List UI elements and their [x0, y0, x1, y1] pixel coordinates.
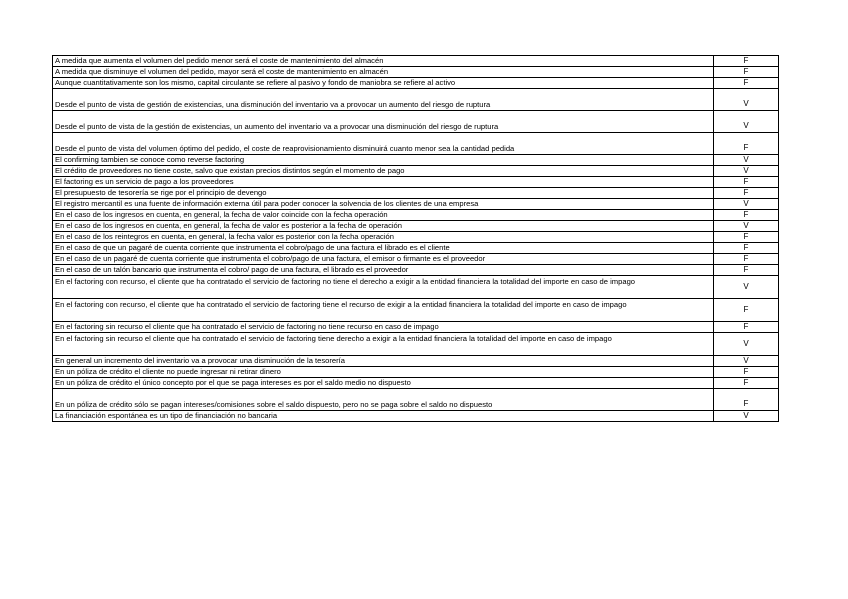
statement-cell: En el factoring con recurso, el cliente que ha contratado el servicio de factoring no tiene el derecho a exigir a la entidad financiera la totalidad del importe en caso de impago — [53, 276, 714, 299]
statement-cell: El presupuesto de tesorería se rige por el principio de devengo — [53, 188, 714, 199]
table-row — [53, 232, 779, 243]
table-body — [53, 56, 779, 422]
answer-cell: V — [714, 155, 779, 166]
answer-cell: F — [714, 378, 779, 389]
answer-cell: V — [714, 111, 779, 133]
table-row — [53, 166, 779, 177]
statement-cell: La financiación espontánea es un tipo de financiación no bancaria — [53, 411, 714, 422]
table-row — [53, 210, 779, 221]
statement-cell: En el factoring sin recurso el cliente que ha contratado el servicio de factoring no tiene recurso en caso de impago — [53, 322, 714, 333]
answer-cell: V — [714, 199, 779, 210]
statement-cell: En general un incremento del inventario va a provocar una disminución de la tesorería — [53, 356, 714, 367]
table-row — [53, 254, 779, 265]
statement-cell: Desde el punto de vista de la gestión de existencias, un aumento del inventario va a provocar una disminución del riesgo de ruptura — [53, 111, 714, 133]
answer-cell: F — [714, 133, 779, 155]
table-row — [53, 111, 779, 133]
table-row — [53, 299, 779, 322]
statement-cell: El confirming tambien se conoce como reverse factoring — [53, 155, 714, 166]
table-row — [53, 221, 779, 232]
answer-cell: F — [714, 232, 779, 243]
table-row — [53, 133, 779, 155]
statement-cell: Desde el punto de vista de gestión de existencias, una disminución del inventario va a provocar un aumento del riesgo de ruptura — [53, 89, 714, 111]
statement-cell: En un póliza de crédito el único concepto por el que se paga intereses es por el saldo medio no dispuesto — [53, 378, 714, 389]
answer-cell: F — [714, 243, 779, 254]
table-row — [53, 56, 779, 67]
table-row — [53, 188, 779, 199]
statement-cell: En un póliza de crédito sólo se pagan intereses/comisiones sobre el saldo dispuesto, pero no se paga sobre el saldo no dispuesto — [53, 389, 714, 411]
statement-cell: Aunque cuantitativamente son los mismo, capital circulante se refiere al pasivo y fondo de maniobra se refiere al activo — [53, 78, 714, 89]
answer-cell: V — [714, 89, 779, 111]
statement-cell: A medida que aumenta el volumen del pedido menor será el coste de mantenimiento del almacén — [53, 56, 714, 67]
statement-cell: En el caso de los ingresos en cuenta, en general, la fecha de valor coincide con la fecha operación — [53, 210, 714, 221]
answer-cell: F — [714, 78, 779, 89]
statement-cell: En el caso de un talón bancario que instrumenta el cobro/ pago de una factura, el librado es el proveedor — [53, 265, 714, 276]
statement-cell: Desde el punto de vista del volumen óptimo del pedido, el coste de reaprovisionamiento disminuirá cuanto menor sea la cantidad pedida — [53, 133, 714, 155]
answer-cell: F — [714, 188, 779, 199]
statement-cell: En un póliza de crédito el cliente no puede ingresar ni retirar dinero — [53, 367, 714, 378]
true-false-table — [52, 55, 779, 422]
table-row — [53, 243, 779, 254]
table-row — [53, 378, 779, 389]
answer-cell: V — [714, 276, 779, 299]
table-row — [53, 276, 779, 299]
answer-cell: V — [714, 411, 779, 422]
table-row — [53, 67, 779, 78]
statement-cell: El factoring es un servicio de pago a los proveedores — [53, 177, 714, 188]
statement-cell: En el caso de que un pagaré de cuenta corriente que instrumenta el cobro/pago de una factura el librado es el cliente — [53, 243, 714, 254]
table-row — [53, 411, 779, 422]
answer-cell: F — [714, 265, 779, 276]
table-row — [53, 199, 779, 210]
table-row — [53, 333, 779, 356]
table-row — [53, 265, 779, 276]
answer-cell: F — [714, 299, 779, 322]
table-row — [53, 155, 779, 166]
answer-cell: F — [714, 322, 779, 333]
answer-cell: F — [714, 254, 779, 265]
statement-cell: En el caso de un pagaré de cuenta corriente que instrumenta el cobro/pago de una factura, el emisor o firmante es el proveedor — [53, 254, 714, 265]
table-row — [53, 177, 779, 188]
answer-cell: F — [714, 67, 779, 78]
statement-cell: En el caso de los reintegros en cuenta, en general, la fecha valor es posterior con la fecha operación — [53, 232, 714, 243]
answer-cell: V — [714, 333, 779, 356]
statement-cell: El crédito de proveedores no tiene coste, salvo que existan precios distintos según el momento de pago — [53, 166, 714, 177]
statement-cell: En el factoring con recurso, el cliente que ha contratado el servicio de factoring tiene el recurso de exigir a la entidad financiera la totalidad del importe en caso de impago — [53, 299, 714, 322]
answer-cell: F — [714, 177, 779, 188]
table-row — [53, 367, 779, 378]
statement-cell: A medida que disminuye el volumen del pedido, mayor será el coste de mantenimiento en almacén — [53, 67, 714, 78]
answer-cell: F — [714, 210, 779, 221]
statement-cell: En el factoring sin recurso el cliente que ha contratado el servicio de factoring tiene derecho a exigir a la entidad financiera la totalidad del importe en caso de impago — [53, 333, 714, 356]
table-row — [53, 89, 779, 111]
statement-cell: El registro mercantil es una fuente de información externa útil para poder conocer la solvencia de los clientes de una empresa — [53, 199, 714, 210]
answer-cell: V — [714, 166, 779, 177]
answer-cell: F — [714, 56, 779, 67]
table-row — [53, 322, 779, 333]
statement-cell: En el caso de los ingresos en cuenta, en general, la fecha de valor es posterior a la fecha de operación — [53, 221, 714, 232]
answer-cell: V — [714, 356, 779, 367]
table-row — [53, 389, 779, 411]
answer-cell: F — [714, 367, 779, 378]
table-row — [53, 78, 779, 89]
answer-cell: V — [714, 221, 779, 232]
table-row — [53, 356, 779, 367]
answer-cell: F — [714, 389, 779, 411]
